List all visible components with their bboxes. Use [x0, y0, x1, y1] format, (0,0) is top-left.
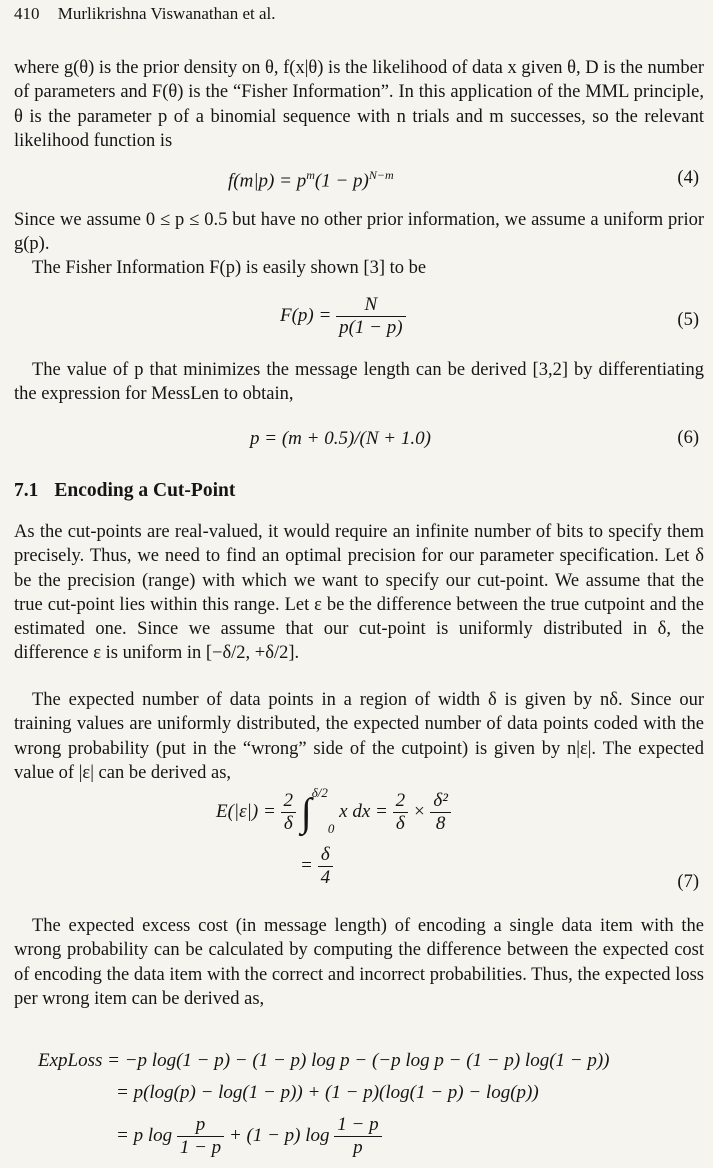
paragraph-excess-cost: The expected excess cost (in message length) of encoding a single data item with the wrong probability can be calculated by computing the difference between the expected cost of encoding the data item with the correct and incorrect probabilities. Thus, the expected loss per wrong item can be derived as, [14, 916, 704, 1009]
eq7-line2-eq: = [300, 854, 313, 876]
eq7-frac-1 [281, 790, 297, 835]
eq7-frac-4-d: 4 [318, 866, 334, 889]
exploss-line-3a: = p log [116, 1124, 173, 1146]
equation-7 [0, 782, 713, 892]
page-number: 410 [14, 4, 40, 23]
paragraph-expected-points: The expected number of data points in a region of width δ is given by nδ. Since our training values are uniformly distributed, the expected number of data points coded with the wrong probability (put in the “wrong” side of the cutpoint) is given by n|ε|. The expected value of |ε| can be derived as, [14, 690, 704, 783]
eq7-frac-2-n: 2 [395, 790, 406, 811]
eq7-number: (7) [677, 872, 699, 892]
exploss-frac-2 [334, 1114, 381, 1159]
eq7-times: × [412, 800, 426, 822]
running-authors: Murlikrishna Viswanathan et al. [57, 4, 276, 23]
eq5-lhs: F(p) = [280, 304, 332, 326]
exploss-line-2: = p(log(p) − log(1 − p)) + (1 − p)(log(1 − p) − log(p)) [116, 1082, 539, 1103]
eq6-body: p = (m + 0.5)/(N + 1.0) [250, 428, 431, 449]
eq4-lhs: f(m|p) = p [228, 170, 307, 192]
exploss-line-3b: + (1 − p) log [228, 1124, 330, 1146]
eq7-frac-1-d: δ [281, 812, 297, 835]
integral-upper-limit: δ/2 [311, 784, 328, 800]
eq4-sup-m: m [306, 168, 315, 182]
eq6-number: (6) [677, 428, 699, 448]
eq7-frac-2 [393, 790, 409, 835]
eq5-denominator: p(1 − p) [336, 316, 405, 339]
eq7-frac-4 [318, 844, 334, 889]
eq5-number: (5) [677, 310, 699, 330]
exploss-frac-1 [177, 1114, 224, 1159]
eq7-frac-4-n: δ [320, 844, 330, 865]
integral-sign: ∫ [300, 789, 312, 835]
running-header [14, 4, 275, 24]
equation-6 [0, 428, 713, 456]
exploss-frac-1-n: p [195, 1114, 206, 1135]
eq7-frac-3 [430, 790, 451, 835]
paragraph-prior: Since we assume 0 ≤ p ≤ 0.5 but have no other prior information, we assume a uniform prior g(p). [14, 210, 704, 255]
eq4-mid: (1 − p) [314, 170, 369, 192]
eq4-number: (4) [677, 168, 699, 188]
equation-exploss [0, 1050, 713, 1166]
eq7-frac-3-d: 8 [430, 812, 451, 835]
exploss-label: ExpLoss [38, 1050, 103, 1071]
exploss-line-1: = −p log(1 − p) − (1 − p) log p − (−p log p − (1 − p) log(1 − p)) [107, 1050, 610, 1071]
eq5-numerator: N [364, 294, 378, 315]
eq7-integrand: x dx = [339, 800, 388, 822]
paragraph-cutpoints: As the cut-points are real-valued, it would require an infinite number of bits to specify them precisely. Thus, we need to find an optimal precision for our parameter specification. Let δ be the precision (range) with which we want to specify our cut-point. We assume that the true cut-point lies within this range. Let ε be the difference between the true cutpoint and the estimated one. Since we assume that our cut-point is uniformly distributed in δ, the difference ε is uniform in [−δ/2, +δ/2]. [14, 522, 704, 664]
exploss-frac-1-d: 1 − p [177, 1136, 224, 1159]
paragraph-likelihood: where g(θ) is the prior density on θ, f(x|θ) is the likelihood of data x given θ, D is the number of parameters and F(θ) is the “Fisher Information”. In this application of the MML principle, θ is the parameter p of a binomial sequence with n trials and m successes, so the relevant likelihood function is [14, 58, 704, 151]
eq5-fraction [336, 294, 405, 339]
exploss-frac-2-n: 1 − p [337, 1114, 379, 1135]
section-heading [14, 480, 235, 502]
eq7-frac-2-d: δ [393, 812, 409, 835]
section-title: Encoding a Cut-Point [54, 480, 236, 501]
integral-lower-limit: 0 [327, 820, 335, 836]
equation-5 [0, 290, 713, 346]
paragraph-minimize: The value of p that minimizes the message length can be derived [3,2] by differentiating the expression for MessLen to obtain, [14, 360, 704, 405]
equation-4 [0, 168, 713, 198]
exploss-frac-2-d: p [334, 1136, 381, 1159]
eq7-frac-3-n: δ² [433, 790, 448, 811]
eq7-frac-1-n: 2 [283, 790, 294, 811]
section-number: 7.1 [14, 480, 39, 501]
paragraph-fisher: The Fisher Information F(p) is easily shown [3] to be [32, 258, 427, 278]
eq7-lhs: E(|ε|) = [216, 800, 276, 822]
eq4-sup-nm: N−m [368, 168, 394, 182]
